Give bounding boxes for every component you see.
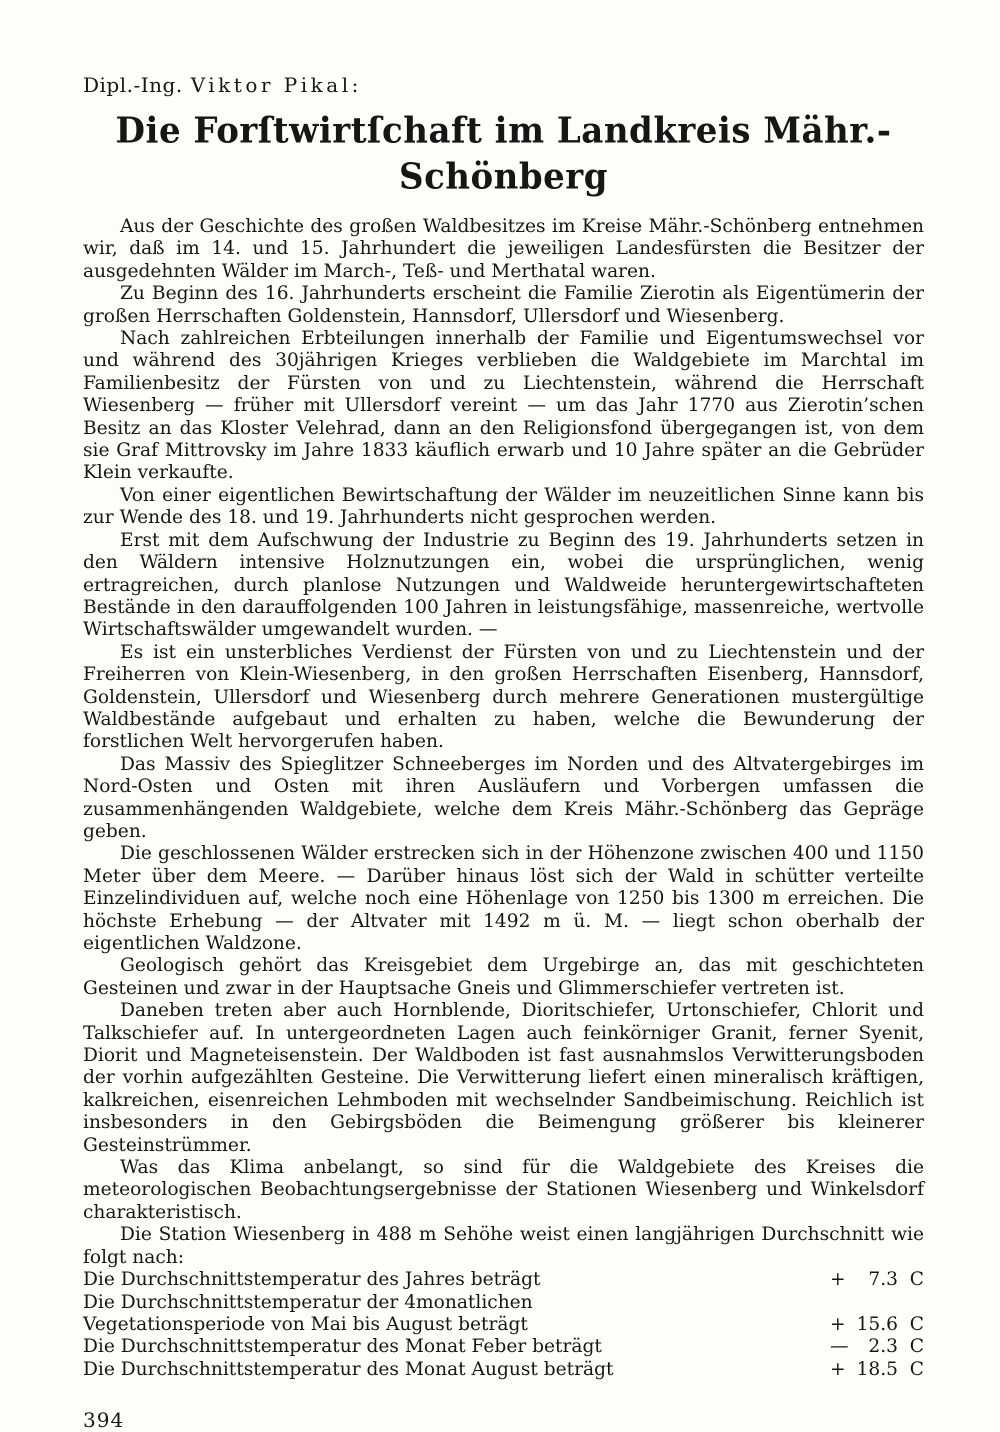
table-row-vegetation-label	[83, 1292, 924, 1314]
paragraph-station: Die Station Wiesenberg in 488 m Sehöhe weist einen langjährigen Durchschnitt wie folgt nach:	[83, 1224, 924, 1268]
temp-number: 7.3	[868, 1269, 898, 1291]
paragraph-industry: Erst mit dem Aufschwung der Industrie zu Beginn des 19. Jahrhunderts setzen in den Wäldern intensive Holznutzungen ein, wobei die ursprünglichen, wenig ertragreichen, durch planlose Nutzungen und Waldweide heruntergewirtschafteten Bestände in den darauffolgenden 100 Jahren in leistungsfähige, massenreiche, wertvolle Wirtschaftswälder umgewandelt wurden. —	[83, 529, 924, 641]
paragraph-history-1: Aus der Geschichte des großen Waldbesitzes im Kreise Mähr.-Schönberg entnehmen wir, daß im 14. und 15. Jahrhundert die jeweiligen Landesfürsten die Besitzer der ausgedehnten Wälder im March-, Teß- und Merthatal waren.	[83, 216, 924, 282]
temp-number: 2.3	[868, 1336, 898, 1358]
temp-row-label: Die Durchschnittstemperatur der 4monatlichen	[83, 1291, 533, 1313]
temp-sign: +	[830, 1358, 846, 1380]
temp-sign: +	[830, 1313, 846, 1335]
temp-row-label: Die Durchschnittstemperatur des Jahres beträgt	[83, 1269, 541, 1291]
temp-sign: +	[830, 1269, 846, 1291]
temp-unit: C	[909, 1269, 924, 1291]
temp-row-label: Vegetationsperiode von Mai bis August beträgt	[83, 1313, 528, 1335]
paragraph-altitude: Die geschlossenen Wälder erstrecken sich in der Höhenzone zwischen 400 und 1150 Meter über dem Meere. — Darüber hinaus löst sich der Wald in schütter verteilte Einzelindividuen auf, welche noch eine Höhenlage von 1250 bis 1300 m erreichen. Die höchste Erhebung — der Altvater mit 1492 m ü. M. — liegt schon oberhalb der eigentlichen Waldzone.	[83, 843, 924, 954]
table-row-year	[83, 1269, 924, 1291]
paragraph-climate: Was das Klima anbelangt, so sind für die Waldgebiete des Kreises die meteorologischen Beobachtungsergebnisse der Stationen Wiesenberg und Winkelsdorf charakteristisch.	[83, 1157, 924, 1223]
table-row-august	[83, 1359, 924, 1381]
temp-row-value	[830, 1269, 924, 1291]
table-row-vegetation-value	[83, 1314, 924, 1336]
temp-row-value	[830, 1359, 924, 1381]
byline	[83, 72, 924, 98]
paragraph-merit: Es ist ein unsterbliches Verdienst der Fürsten von und zu Liechtenstein und der Freiherren von Klein-Wiesenberg, in den großen Herrschaften Eisenberg, Hannsdorf, Goldenstein, Ullersdorf und Wiesenberg durch mehrere Generationen mustergültige Waldbestände aufgebaut und erhalten zu haben, welche die Bewunderung der forstlichen Welt hervorgerufen haben.	[83, 641, 924, 753]
temp-unit: C	[909, 1336, 924, 1358]
temp-row-label: Die Durchschnittstemperatur des Monat August beträgt	[83, 1358, 614, 1380]
paragraph-management: Von einer eigentlichen Bewirtschaftung der Wälder im neuzeitlichen Sinne kann bis zur Wende des 18. und 19. Jahrhunderts nicht gesprochen werden.	[83, 484, 924, 529]
temp-sign: —	[830, 1336, 849, 1358]
article-title: Die Forſtwirtſchaft im Landkreis Mähr.-Schönberg	[115, 110, 892, 198]
temperature-table	[83, 1269, 924, 1381]
byline-author-name: Viktor Pikal:	[190, 73, 362, 97]
temp-unit: C	[909, 1313, 924, 1335]
page-number: 394	[83, 1408, 125, 1432]
table-row-february	[83, 1336, 924, 1358]
paragraph-massif: Das Massiv des Spieglitzer Schneeberges im Norden und des Altvatergebirges im Nord-Osten und Osten mit ihren Ausläufern und Vorbergen umfassen die zusammenhängenden Waldgebiete, welche dem Kreis Mähr.-Schönberg das Gepräge geben.	[83, 753, 924, 842]
paragraph-zierotin: Zu Beginn des 16. Jahrhunderts erscheint die Familie Zierotin als Eigentümerin der großen Herrschaften Goldenstein, Hannsdorf, Ullersdorf und Wiesenberg.	[83, 283, 924, 327]
paragraph-minerals: Daneben treten aber auch Hornblende, Dioritschiefer, Urtonschiefer, Chlorit und Talkschiefer auf. In untergeordneten Lagen auch feinkörniger Granit, ferner Syenit, Diorit und Magneteisenstein. Der Waldboden ist fast ausnahmslos Verwitterungsboden der vorhin aufgezählten Gesteine. Die Verwitterung liefert einen mineralisch kräftigen, kalkreichen, eisenreichen Lehmboden mit wechselnder Sandbeimischung. Reichlich ist insbesonders in den Gebirgsböden die Beimengung größerer bis kleinerer Gesteinstrümmer.	[83, 1000, 924, 1156]
temp-row-label: Die Durchschnittstemperatur des Monat Feber beträgt	[83, 1336, 602, 1358]
temp-number: 18.5	[856, 1358, 898, 1380]
temp-row-value	[830, 1314, 924, 1336]
byline-degree: Dipl.-Ing.	[83, 73, 183, 97]
temp-unit: C	[909, 1358, 924, 1380]
temp-row-value	[830, 1336, 924, 1358]
paragraph-geology: Geologisch gehört das Kreisgebiet dem Urgebirge an, das mit geschichteten Gesteinen und zwar in der Hauptsache Gneis und Glimmerschiefer vertreten ist.	[83, 955, 924, 999]
article-body	[83, 216, 924, 1381]
paragraph-inheritance: Nach zahlreichen Erbteilungen innerhalb der Familie und Eigentumswechsel vor und während des 30jährigen Krieges verblieben die Waldgebiete im Marchtal im Familienbesitz der Fürsten von und zu Liechtenstein, während die Herrschaft Wiesenberg — früher mit Ullersdorf vereint — um das Jahr 1770 aus Zierotin’schen Besitz an das Kloster Velehrad, dann an den Religionsfond übergegangen ist, von dem sie Graf Mittrovsky im Jahre 1833 käuflich erwarb und 10 Jahre später an die Gebrüder Klein verkaufte.	[83, 328, 924, 484]
temp-number: 15.6	[856, 1313, 898, 1335]
